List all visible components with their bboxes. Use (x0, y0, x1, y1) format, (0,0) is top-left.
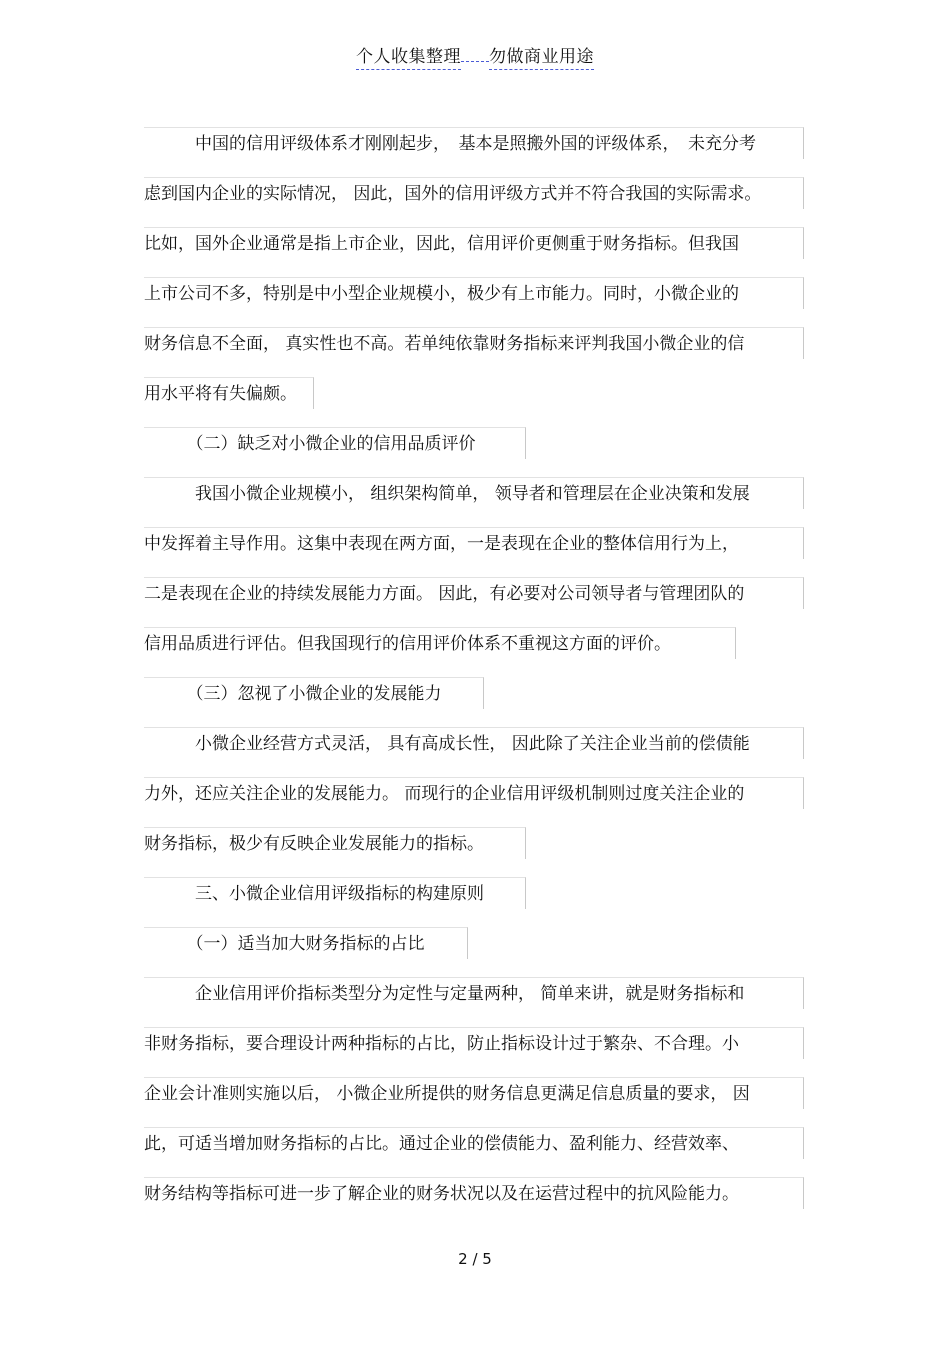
text-line: 我国小微企业规模小， 组织架构简单， 领导者和管理层在企业决策和发展 (144, 477, 804, 509)
text-line: 财务信息不全面， 真实性也不高。若单纯依靠财务指标来评判我国小微企业的信 (144, 327, 804, 359)
text-line: 比如，国外企业通常是指上市企业，因此，信用评价更侧重于财务指标。但我国 (144, 227, 804, 259)
header-left-text: 个人收集整理 (356, 47, 461, 70)
text-line: 力外，还应关注企业的发展能力。 而现行的企业信用评级机制则过度关注企业的 (144, 777, 804, 809)
text-line: 企业会计准则实施以后， 小微企业所提供的财务信息更满足信息质量的要求， 因 (144, 1077, 804, 1109)
text-line: （三）忽视了小微企业的发展能力 (144, 677, 484, 709)
text-line: 三、小微企业信用评级指标的构建原则 (144, 877, 526, 909)
text-line: 小微企业经营方式灵活， 具有高成长性， 因此除了关注企业当前的偿债能 (144, 727, 804, 759)
text-line: 信用品质进行评估。但我国现行的信用评价体系不重视这方面的评价。 (144, 627, 736, 659)
text-line: 虑到国内企业的实际情况， 因此，国外的信用评级方式并不符合我国的实际需求。 (144, 177, 804, 209)
text-line: （二）缺乏对小微企业的信用品质评价 (144, 427, 526, 459)
text-line: （一）适当加大财务指标的占比 (144, 927, 468, 959)
text-line: 非财务指标，要合理设计两种指标的占比，防止指标设计过于繁杂、不合理。小 (144, 1027, 804, 1059)
header-right-text: 勿做商业用途 (489, 47, 594, 70)
text-line: 财务结构等指标可进一步了解企业的财务状况以及在运营过程中的抗风险能力。 (144, 1177, 804, 1209)
text-line: 二是表现在企业的持续发展能力方面。 因此，有必要对公司领导者与管理团队的 (144, 577, 804, 609)
text-line: 用水平将有失偏颇。 (144, 377, 314, 409)
page-number: 2 / 5 (458, 1250, 492, 1268)
text-line: 上市公司不多，特别是中小型企业规模小，极少有上市能力。同时，小微企业的 (144, 277, 804, 309)
page-header (0, 42, 950, 67)
text-line: 中发挥着主导作用。这集中表现在两方面，一是表现在企业的整体信用行为上， (144, 527, 804, 559)
text-line: 财务指标，极少有反映企业发展能力的指标。 (144, 827, 526, 859)
text-line: 此，可适当增加财务指标的占比。通过企业的偿债能力、盈利能力、经营效率、 (144, 1127, 804, 1159)
text-line: 中国的信用评级体系才刚刚起步， 基本是照搬外国的评级体系， 未充分考 (144, 127, 804, 159)
text-line: 企业信用评价指标类型分为定性与定量两种， 简单来讲，就是财务指标和 (144, 977, 804, 1009)
